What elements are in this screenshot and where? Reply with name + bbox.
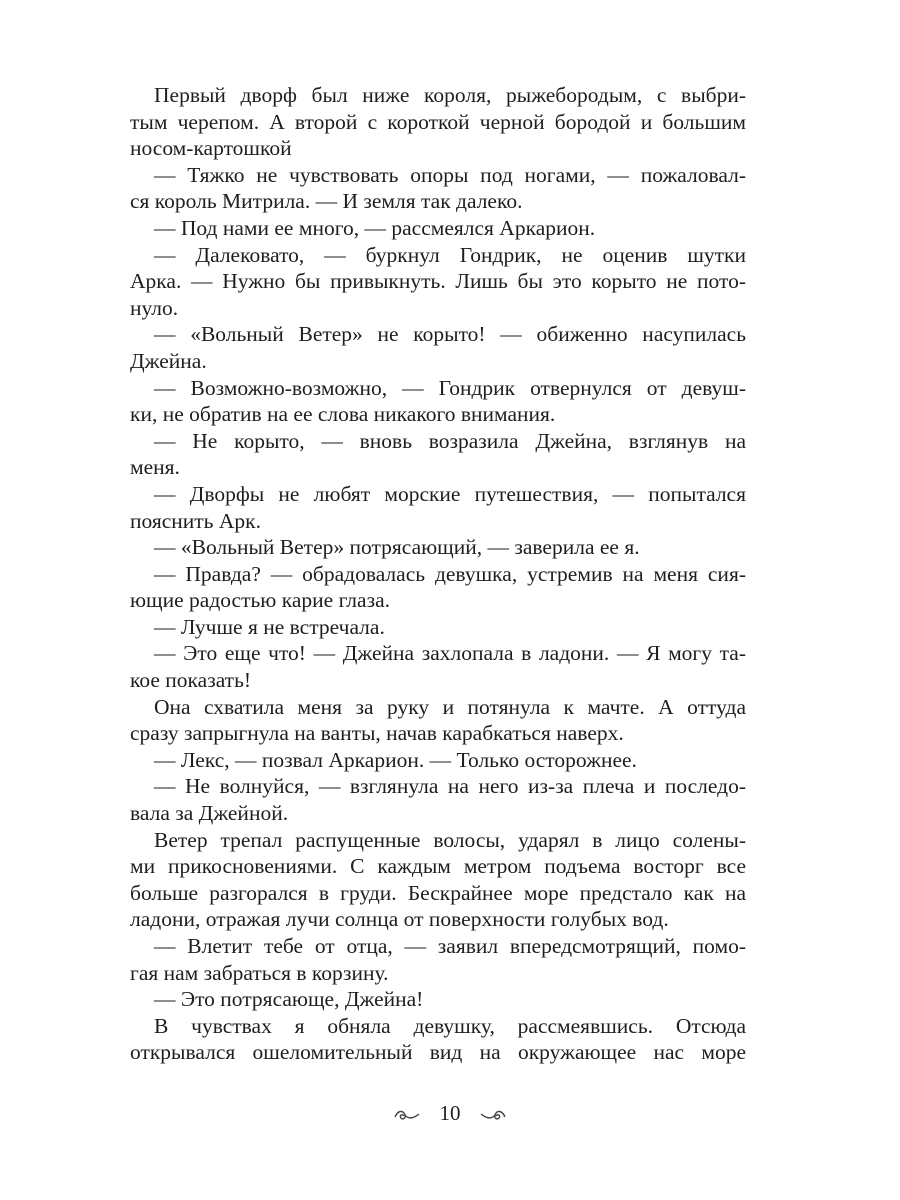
text-line: больше разгорался в груди. Бескрайнее море предстало как на — [130, 880, 746, 905]
text-line: сразу запрыгнула на ванты, начав карабкаться наверх. — [130, 721, 624, 746]
text-line: ладони, отражая лучи солнца от поверхности голубых вод. — [130, 907, 669, 932]
text-line: — Не корыто, — вновь возразила Джейна, взглянув на — [154, 428, 746, 453]
text-line: — Лекс, — позвал Аркарион. — Только осторожнее. — [154, 747, 637, 772]
text-line: тым черепом. А второй с короткой черной бородой и большим — [130, 109, 746, 134]
text-line: — Далековато, — буркнул Гондрик, не оценив шутки — [154, 242, 746, 267]
text-line: Она схватила меня за руку и потянула к мачте. А оттуда — [154, 694, 746, 719]
text-line: Джейна. — [130, 348, 207, 373]
body-text — [130, 82, 746, 1066]
text-line: нуло. — [130, 295, 179, 320]
text-line: пояснить Арк. — [130, 508, 261, 533]
text-line: — Влетит тебе от отца, — заявил впередсмотрящий, помо- — [154, 934, 746, 958]
text-line: — Это потрясающе, Джейна! — [154, 987, 424, 1012]
text-line: — Дворфы не любят морские путешествия, — попытался — [154, 481, 746, 506]
text-line: ки, не обратив на ее слова никакого внимания. — [130, 402, 556, 427]
text-line: носом-картошкой — [130, 136, 292, 161]
text-line: меня. — [130, 455, 180, 480]
ornament-right-icon — [480, 1108, 506, 1122]
ornament-left-icon — [394, 1108, 420, 1122]
text-line: ми прикосновениями. С каждым метром подъема восторг все — [130, 854, 746, 879]
text-line: вала за Джейной. — [130, 801, 289, 826]
text-line: — «Вольный Ветер» не корыто! — обиженно насупилась — [154, 322, 746, 347]
text-line: — Под нами ее много, — рассмеялся Аркарион. — [154, 215, 596, 240]
text-line: — Лучше я не встречала. — [154, 614, 385, 639]
text-line: ся король Митрила. — И земля так далеко. — [130, 189, 523, 214]
text-line: ющие радостью карие глаза. — [130, 588, 390, 613]
text-line: Первый дворф был ниже короля, рыжебородым, с выбри- — [154, 83, 746, 107]
text-line: — Правда? — обрадовалась девушка, устремив на меня сия- — [154, 561, 746, 586]
text-line: гая нам забраться в корзину. — [130, 960, 389, 985]
text-line: В чувствах я обняла девушку, рассмеявшись. Отсюда — [154, 1013, 746, 1038]
page-footer — [0, 1100, 900, 1126]
text-line: Ветер трепал распущенные волосы, ударял в лицо солены- — [154, 827, 746, 852]
text-line: — Не волнуйся, — взглянула на него из-за плеча и последо- — [154, 774, 746, 799]
text-line: кое показать! — [130, 668, 252, 693]
page-number: 10 — [439, 1101, 461, 1125]
text-line: — Тяжко не чувствовать опоры под ногами, — пожаловал- — [154, 162, 746, 187]
text-line: — «Вольный Ветер» потрясающий, — заверила ее я. — [154, 535, 640, 560]
text-line: — Возможно-возможно, — Гондрик отвернулся от девуш- — [154, 375, 746, 400]
text-line: — Это еще что! — Джейна захлопала в ладони. — Я могу та- — [154, 641, 746, 666]
text-line: открывался ошеломительный вид на окружающее нас море — [130, 1040, 746, 1065]
text-line: Арка. — Нужно бы привыкнуть. Лишь бы это корыто не пото- — [130, 269, 746, 294]
